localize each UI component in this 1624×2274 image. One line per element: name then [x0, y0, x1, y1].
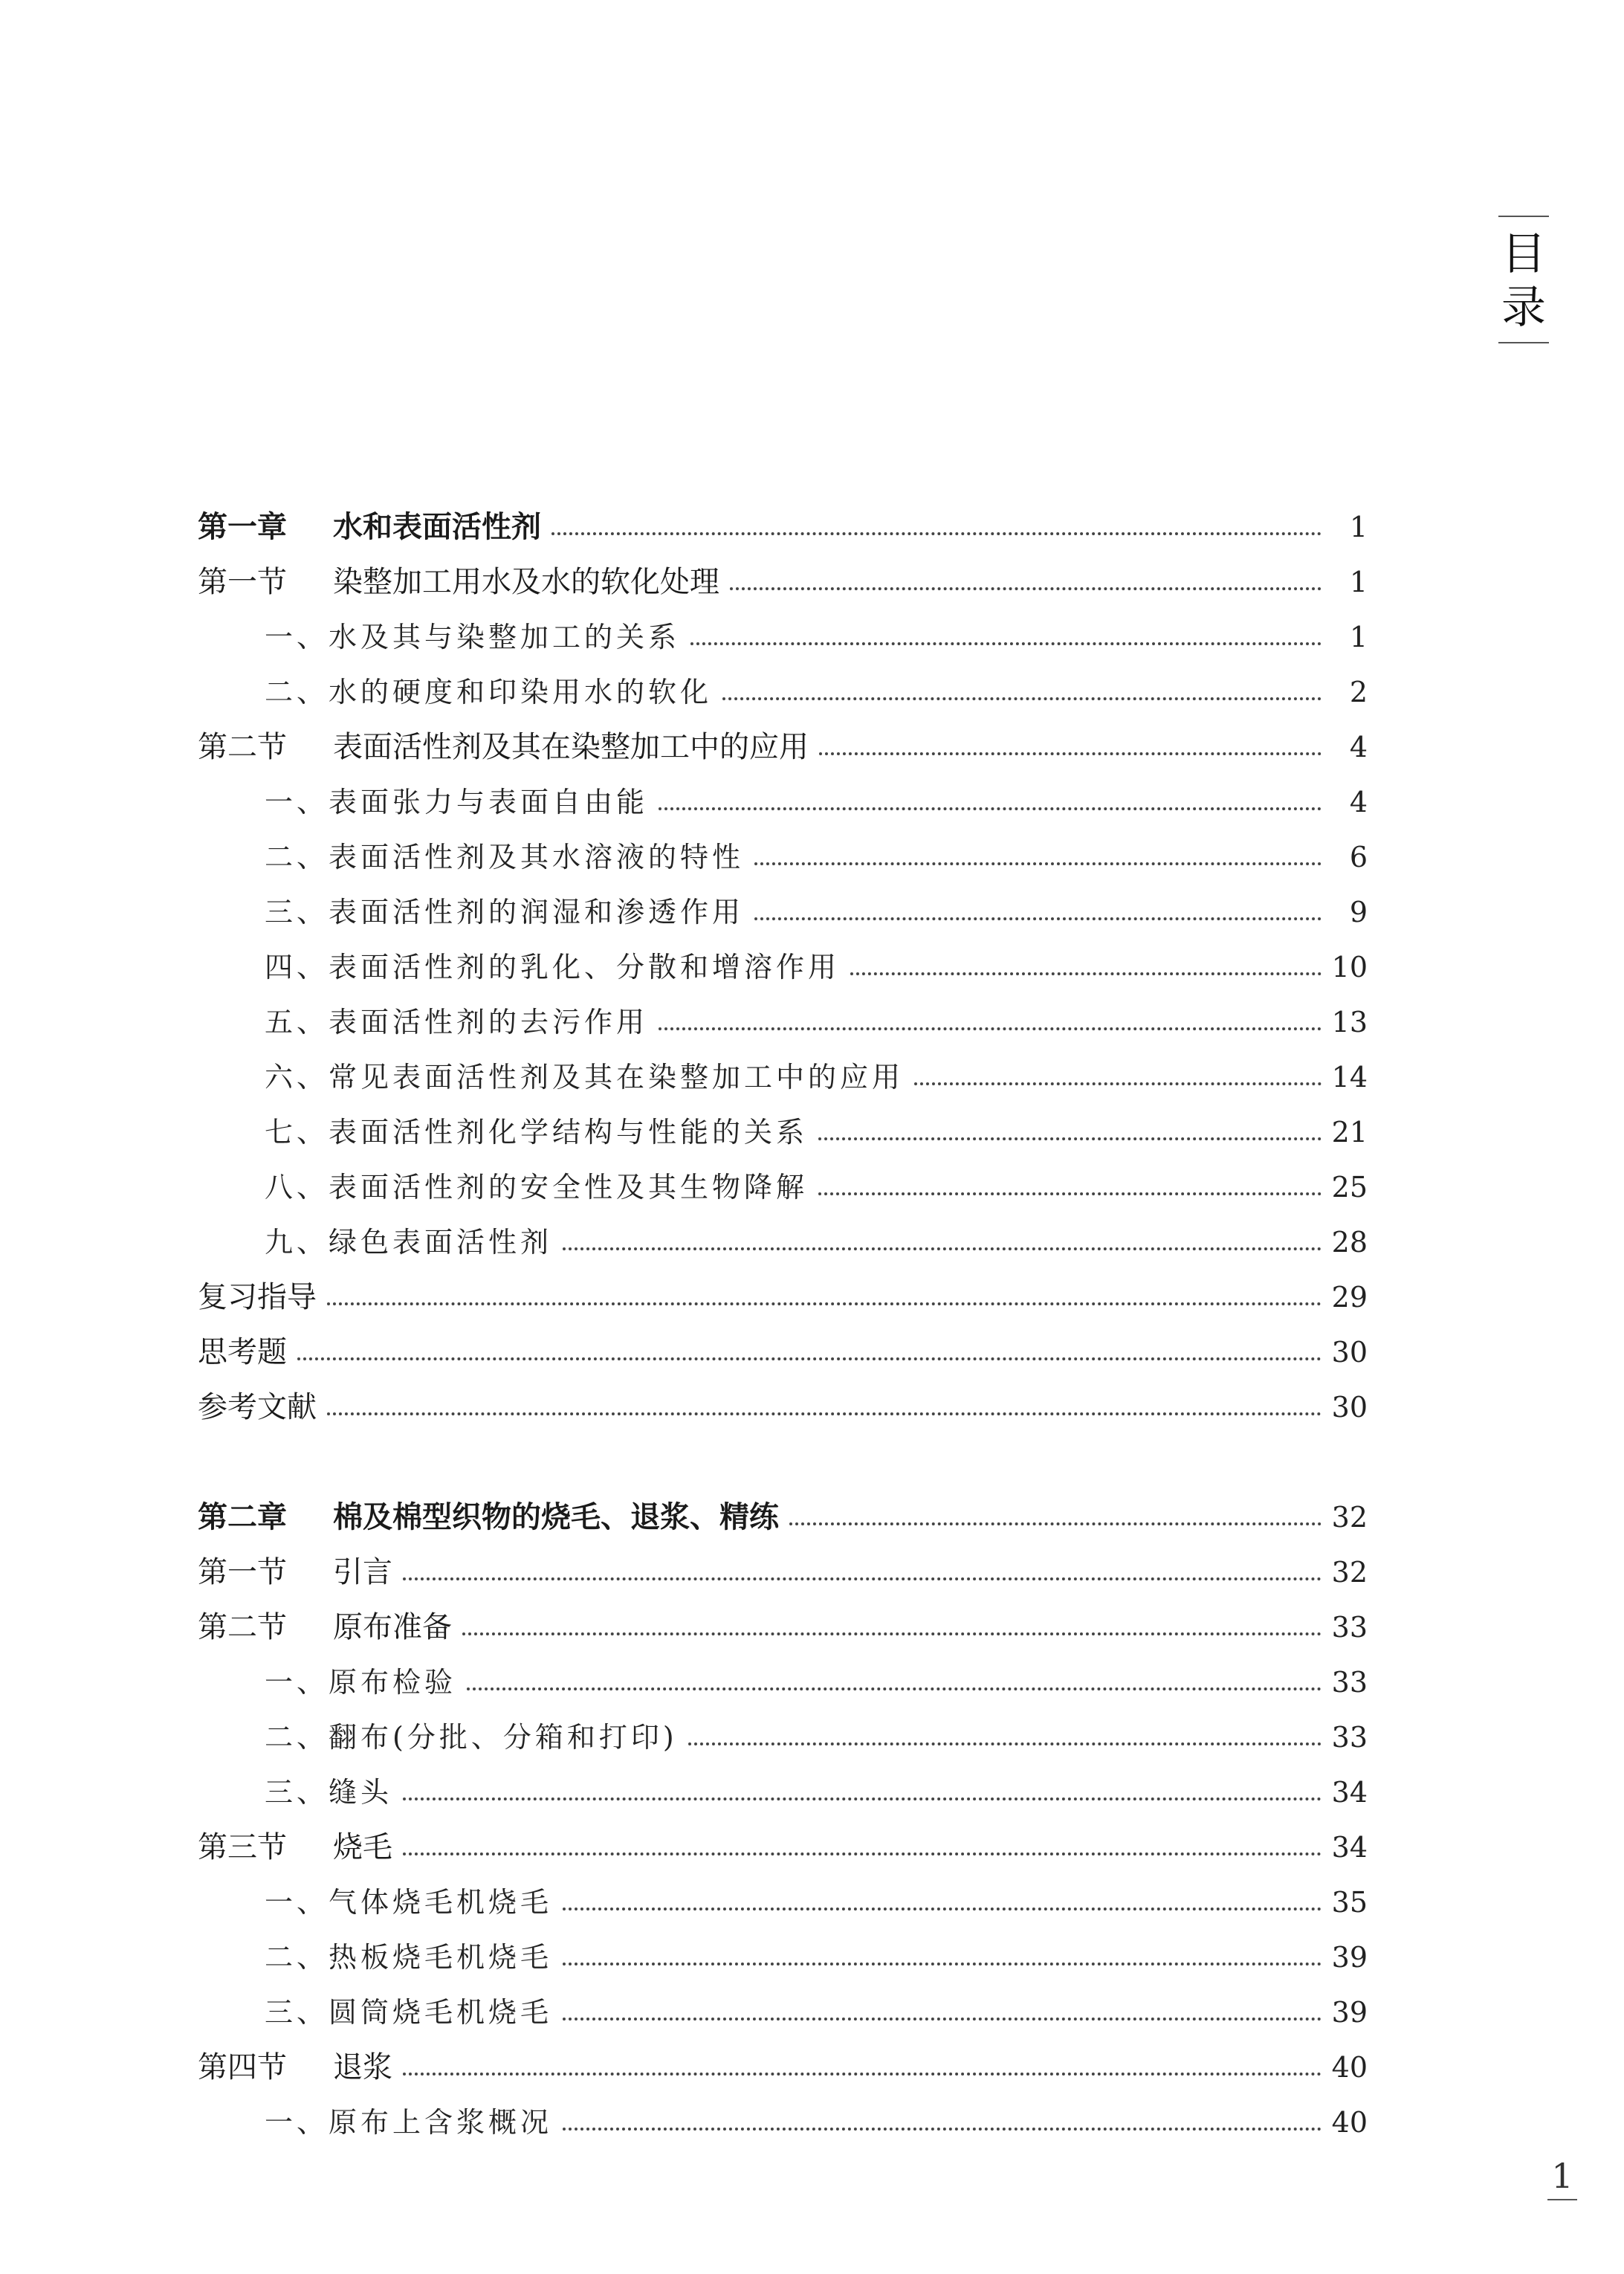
toc-entry-title: 二、水的硬度和印染用水的软化	[265, 676, 713, 708]
toc-entry-sub[interactable]	[198, 1655, 1368, 1710]
dot-leader	[403, 1853, 1321, 1855]
toc-entry-label: 第一章	[198, 510, 287, 544]
toc-entry-section[interactable]	[198, 1545, 1368, 1600]
toc-entry-sub[interactable]	[198, 665, 1368, 720]
toc-entry-page: 4	[1349, 786, 1368, 818]
toc-entry-page: 33	[1331, 1666, 1368, 1699]
toc-entry-sub[interactable]	[198, 1710, 1368, 1765]
dot-leader	[327, 1302, 1321, 1305]
toc-entry-title: 六、常见表面活性剂及其在染整加工中的应用	[265, 1061, 905, 1094]
toc-entry-sub[interactable]	[198, 1930, 1368, 1985]
toc-entry-sub[interactable]	[198, 1765, 1368, 1820]
toc-entry-chapter[interactable]	[198, 1490, 1368, 1545]
toc-entry-title: 八、表面活性剂的安全性及其生物降解	[265, 1171, 809, 1204]
dot-leader	[327, 1412, 1321, 1415]
side-title-char-1: 目	[1501, 228, 1546, 280]
toc-entry-page: 33	[1331, 1611, 1368, 1644]
dot-leader	[297, 1357, 1321, 1360]
toc-entry-page: 1	[1349, 511, 1368, 543]
toc-entry-label: 第一节	[198, 565, 287, 599]
dot-leader	[467, 1687, 1321, 1690]
toc-entry-page: 25	[1331, 1171, 1368, 1204]
dot-leader	[754, 862, 1321, 865]
toc-entry-misc[interactable]	[198, 1380, 1368, 1435]
toc-entry-sub[interactable]	[198, 1050, 1368, 1105]
side-title-char-2: 录	[1501, 282, 1546, 334]
toc-entry-misc[interactable]	[198, 1270, 1368, 1325]
toc-entry-sub[interactable]	[198, 1215, 1368, 1270]
toc-entry-label: 第二节	[198, 730, 287, 764]
toc-entry-title: 四、表面活性剂的乳化、分散和增溶作用	[265, 951, 841, 983]
toc-entry-title: 三、表面活性剂的润湿和渗透作用	[265, 896, 745, 928]
toc-entry-title: 棉及棉型织物的烧毛、退浆、精练	[333, 1500, 779, 1534]
toc-entry-title: 一、原布上含浆概况	[265, 2106, 553, 2139]
dot-leader	[730, 587, 1321, 590]
toc-entry-sub[interactable]	[198, 940, 1368, 995]
dot-leader	[818, 1137, 1321, 1140]
toc-entry-page: 39	[1331, 1941, 1368, 1974]
toc-entry-title: 五、表面活性剂的去污作用	[265, 1006, 649, 1039]
toc-entry-title: 二、翻布(分批、分箱和打印)	[265, 1721, 678, 1754]
toc-entry-page: 14	[1331, 1061, 1368, 1094]
toc-entry-page: 32	[1331, 1501, 1368, 1534]
toc-entry-page: 33	[1331, 1721, 1368, 1754]
toc-entry-page: 1	[1349, 621, 1368, 653]
dot-leader	[688, 1742, 1321, 1745]
toc-entry-sub[interactable]	[198, 830, 1368, 885]
toc-entry-title: 九、绿色表面活性剂	[265, 1226, 553, 1259]
toc-entry-page: 39	[1331, 1996, 1368, 2029]
toc-entry-title: 表面活性剂及其在染整加工中的应用	[333, 730, 809, 764]
toc-entry-title: 染整加工用水及水的软化处理	[333, 565, 719, 599]
toc-entry-sub[interactable]	[198, 1160, 1368, 1215]
toc-entry-label: 第三节	[198, 1830, 287, 1864]
toc-chapter-block	[198, 500, 1368, 1435]
dot-leader	[850, 972, 1321, 975]
toc-entry-title: 一、水及其与染整加工的关系	[265, 621, 681, 653]
toc-entry-page: 28	[1331, 1226, 1368, 1259]
dot-leader	[722, 697, 1321, 700]
toc-entry-section[interactable]	[198, 720, 1368, 775]
toc-entry-section[interactable]	[198, 1600, 1368, 1655]
dot-leader	[563, 2018, 1321, 2021]
toc-entry-section[interactable]	[198, 555, 1368, 610]
toc-entry-page: 34	[1331, 1831, 1368, 1864]
toc-entry-title: 退浆	[333, 2050, 392, 2084]
dot-leader	[403, 2073, 1321, 2076]
toc-entry-sub[interactable]	[198, 885, 1368, 940]
toc-entry-sub[interactable]	[198, 995, 1368, 1050]
dot-leader	[659, 807, 1321, 810]
toc-entry-page: 1	[1349, 566, 1368, 598]
toc-entry-misc[interactable]	[198, 1325, 1368, 1380]
toc-entry-section[interactable]	[198, 1820, 1368, 1875]
toc-entry-page: 35	[1331, 1886, 1368, 1919]
toc-entry-page: 34	[1331, 1776, 1368, 1809]
toc-entry-page: 21	[1331, 1116, 1368, 1149]
toc-entry-title: 一、原布检验	[265, 1666, 457, 1699]
toc-entry-label: 第二节	[198, 1610, 287, 1644]
toc-entry-sub[interactable]	[198, 1105, 1368, 1160]
toc-entry-section[interactable]	[198, 2040, 1368, 2095]
toc-entry-page: 30	[1331, 1391, 1368, 1424]
toc-entry-sub[interactable]	[198, 775, 1368, 830]
dot-leader	[403, 1797, 1321, 1800]
toc-entry-title: 三、圆筒烧毛机烧毛	[265, 1996, 553, 2029]
page-number: 1	[1547, 2156, 1577, 2200]
toc-entry-title: 七、表面活性剂化学结构与性能的关系	[265, 1116, 809, 1149]
dot-leader	[551, 532, 1321, 535]
dot-leader	[690, 642, 1321, 645]
toc-entry-title: 水和表面活性剂	[333, 510, 541, 544]
toc-entry-title: 烧毛	[333, 1830, 392, 1864]
toc-entry-title: 二、表面活性剂及其水溶液的特性	[265, 841, 745, 873]
toc-entry-title: 三、缝头	[265, 1776, 393, 1809]
toc-entry-page: 32	[1331, 1556, 1368, 1589]
toc-entry-title: 一、气体烧毛机烧毛	[265, 1886, 553, 1919]
toc-entry-chapter[interactable]	[198, 500, 1368, 555]
toc-entry-sub[interactable]	[198, 610, 1368, 665]
toc-entry-label: 第一节	[198, 1555, 287, 1589]
toc-chapter-block	[198, 1490, 1368, 2150]
toc-entry-page: 29	[1331, 1281, 1368, 1314]
toc-entry-page: 10	[1331, 951, 1368, 983]
dot-leader	[563, 2128, 1321, 2131]
dot-leader	[754, 917, 1321, 920]
dot-leader	[789, 1522, 1321, 1525]
toc-entry-title: 参考文献	[198, 1390, 317, 1424]
toc-entry-sub[interactable]	[198, 1875, 1368, 1930]
toc-entry-title: 二、热板烧毛机烧毛	[265, 1941, 553, 1974]
toc-entry-page: 2	[1349, 676, 1368, 708]
toc-entry-page: 6	[1349, 841, 1368, 873]
toc-entry-page: 9	[1349, 896, 1368, 928]
dot-leader	[914, 1082, 1321, 1085]
toc-side-title	[1498, 216, 1549, 343]
toc-entry-sub[interactable]	[198, 2095, 1368, 2150]
toc-entry-sub[interactable]	[198, 1985, 1368, 2040]
dot-leader	[818, 1192, 1321, 1195]
toc-entry-label: 第四节	[198, 2050, 287, 2084]
toc-entry-page: 4	[1349, 731, 1368, 763]
toc-entry-title: 复习指导	[198, 1280, 317, 1314]
toc-entry-title: 原布准备	[333, 1610, 452, 1644]
dot-leader	[819, 752, 1321, 755]
toc-entry-page: 30	[1331, 1336, 1368, 1369]
dot-leader	[563, 1247, 1321, 1250]
dot-leader	[563, 1963, 1321, 1965]
toc-entry-title: 思考题	[198, 1335, 287, 1369]
table-of-contents	[198, 500, 1368, 2150]
dot-leader	[462, 1632, 1321, 1635]
toc-entry-label: 第二章	[198, 1500, 287, 1534]
toc-entry-page: 13	[1331, 1006, 1368, 1039]
dot-leader	[563, 1908, 1321, 1910]
toc-entry-page: 40	[1331, 2106, 1368, 2139]
dot-leader	[403, 1577, 1321, 1580]
toc-entry-page: 40	[1331, 2051, 1368, 2084]
toc-entry-title: 引言	[333, 1555, 392, 1589]
toc-entry-title: 一、表面张力与表面自由能	[265, 786, 649, 818]
dot-leader	[659, 1027, 1321, 1030]
